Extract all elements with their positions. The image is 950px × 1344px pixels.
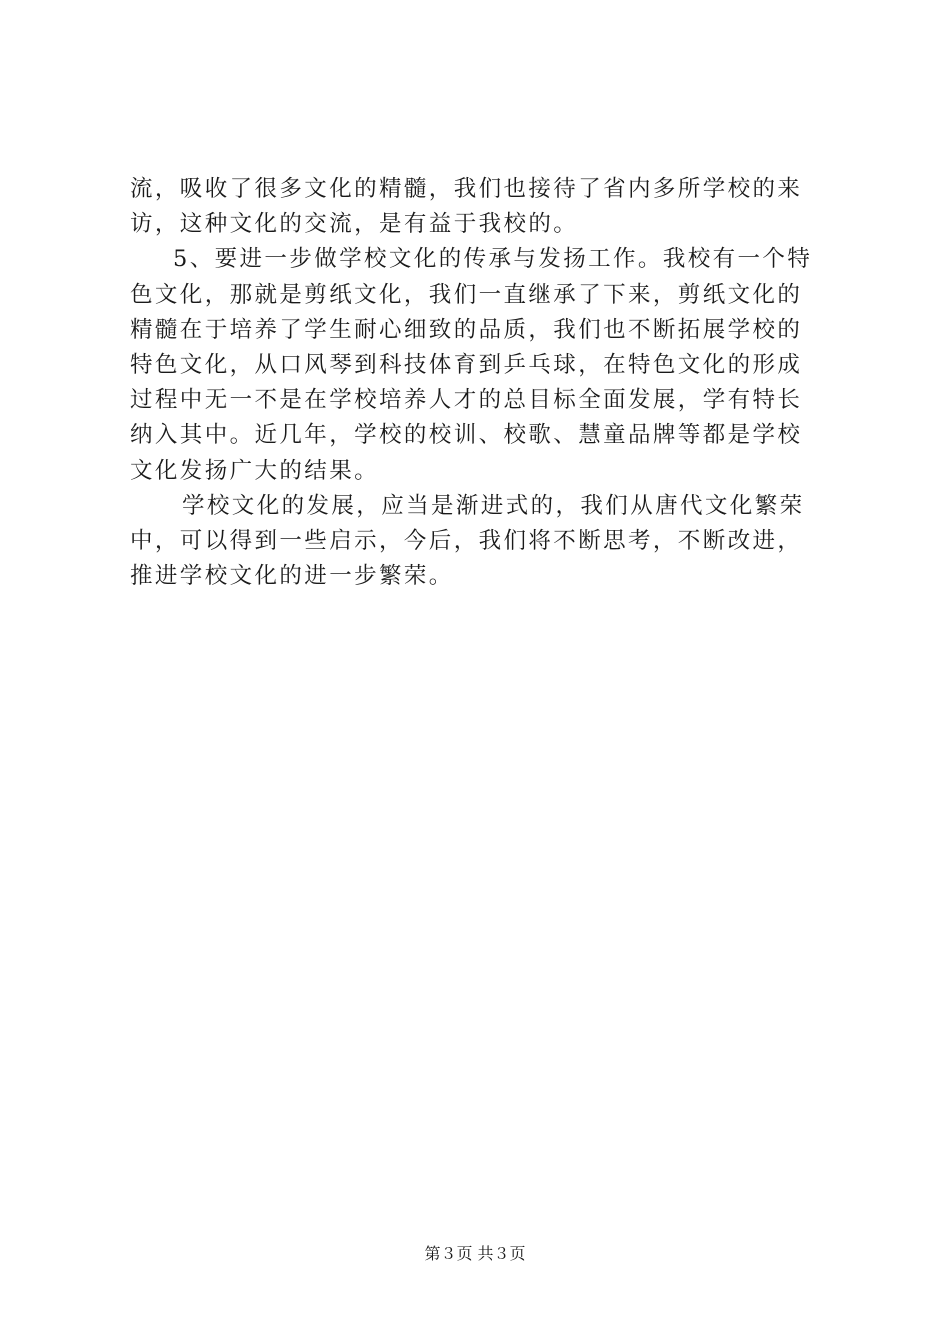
paragraph-start-line: 5、要进一步做学校文化的传承与发扬工作。我校有一个特 [173,246,813,273]
text-line: 访，这种文化的交流，是有益于我校的。 [130,211,579,238]
text-line: 文化发扬广大的结果。 [130,457,380,484]
text-line: 过程中无一不是在学校培养人才的总目标全面发展，学有特长 [130,387,803,414]
text-line: 特色文化，从口风琴到科技体育到乒乓球，在特色文化的形成 [130,351,803,378]
text-line: 精髓在于培养了学生耐心细致的品质，我们也不断拓展学校的 [130,316,803,343]
page-number-footer: 第３页 共３页 [424,1244,526,1263]
text-line: 中，可以得到一些启示，今后，我们将不断思考，不断改进， [130,527,803,554]
text-line: 纳入其中。近几年，学校的校训、校歌、慧童品牌等都是学校 [130,422,803,449]
text-line: 流，吸收了很多文化的精髓，我们也接待了省内多所学校的来 [130,176,803,202]
document-body [130,172,830,594]
text-line: 推进学校文化的进一步繁荣。 [130,563,454,590]
text-line: 色文化，那就是剪纸文化，我们一直继承了下来，剪纸文化的 [130,281,803,308]
paragraph-start-line: 学校文化的发展，应当是渐进式的，我们从唐代文化繁荣 [182,492,805,519]
